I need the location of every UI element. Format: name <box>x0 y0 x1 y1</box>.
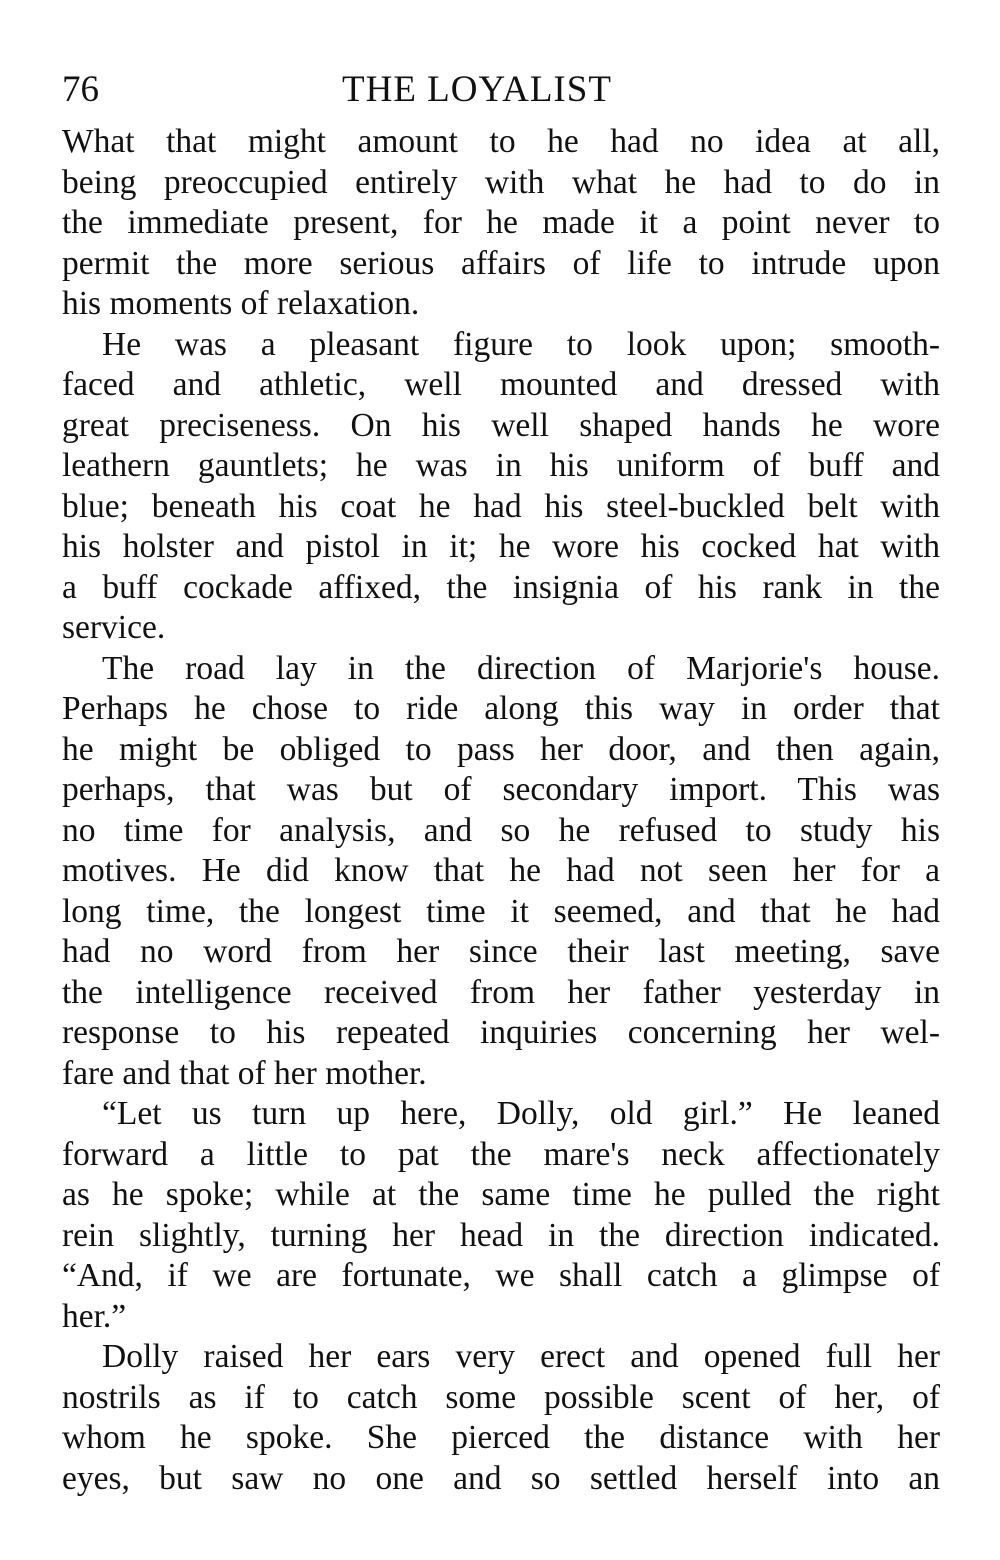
text-line: his holster and pistol in it; he wore his cocked hat with <box>62 528 940 565</box>
running-title: THE LOYALIST <box>342 69 612 110</box>
text-line: no time for analysis, and so he refused to study his <box>62 811 940 849</box>
book-page <box>62 58 940 1499</box>
text-line: leathern gauntlets; he was in his uniform of buff and <box>62 447 940 484</box>
page-number: 76 <box>62 69 99 110</box>
text-line: permit the more serious affairs of life to intrude upon <box>62 244 940 282</box>
text-line: Perhaps he chose to ride along this way in order that <box>62 690 940 727</box>
text-line: He was a pleasant figure to look upon; smooth- <box>102 325 940 363</box>
text-line: The road lay in the direction of Marjorie's house. <box>102 649 940 687</box>
paragraph-4 <box>62 1094 940 1337</box>
text-line: long time, the longest time it seemed, and that he had <box>62 892 940 930</box>
text-line: Dolly raised her ears very erect and opened full her <box>102 1338 940 1375</box>
text-line: service. <box>62 609 166 646</box>
text-line: fare and that of her mother. <box>62 1054 427 1092</box>
text-line: perhaps, that was but of secondary import. This was <box>62 771 940 808</box>
paragraph-1 <box>62 122 940 325</box>
text-line: rein slightly, turning her head in the direction indicated. <box>62 1216 940 1254</box>
text-line: “Let us turn up here, Dolly, old girl.” He leaned <box>102 1095 940 1132</box>
text-line: had no word from her since their last meeting, save <box>62 933 940 970</box>
text-line: as he spoke; while at the same time he pulled the right <box>62 1176 940 1213</box>
running-head <box>62 58 940 122</box>
text-line: whom he spoke. She pierced the distance with her <box>62 1419 940 1456</box>
text-line: response to his repeated inquiries concerning her wel- <box>62 1014 940 1051</box>
text-line: nostrils as if to catch some possible scent of her, of <box>62 1378 940 1416</box>
text-line: What that might amount to he had no idea at all, <box>62 123 940 160</box>
paragraph-2 <box>62 325 940 649</box>
paragraph-5 <box>62 1337 940 1499</box>
text-line: blue; beneath his coat he had his steel-buckled belt with <box>62 487 940 525</box>
paragraph-3 <box>62 649 940 1095</box>
text-line: faced and athletic, well mounted and dressed with <box>62 366 940 403</box>
text-line: her.” <box>62 1297 127 1335</box>
text-line: being preoccupied entirely with what he had to do in <box>62 163 940 201</box>
text-line: the intelligence received from her father yesterday in <box>62 973 940 1011</box>
text-line: the immediate present, for he made it a point never to <box>62 204 940 241</box>
text-line: he might be obliged to pass her door, and then again, <box>62 730 940 768</box>
text-line: motives. He did know that he had not seen her for a <box>62 852 940 889</box>
text-line: his moments of relaxation. <box>62 285 420 322</box>
text-line: “And, if we are fortunate, we shall catch a glimpse of <box>62 1257 940 1294</box>
text-line: forward a little to pat the mare's neck affectionately <box>62 1135 940 1173</box>
text-line: eyes, but saw no one and so settled herself into an <box>62 1459 940 1497</box>
text-line: a buff cockade affixed, the insignia of his rank in the <box>62 568 940 606</box>
text-line: great preciseness. On his well shaped hands he wore <box>62 406 940 444</box>
body-text <box>62 122 940 1499</box>
